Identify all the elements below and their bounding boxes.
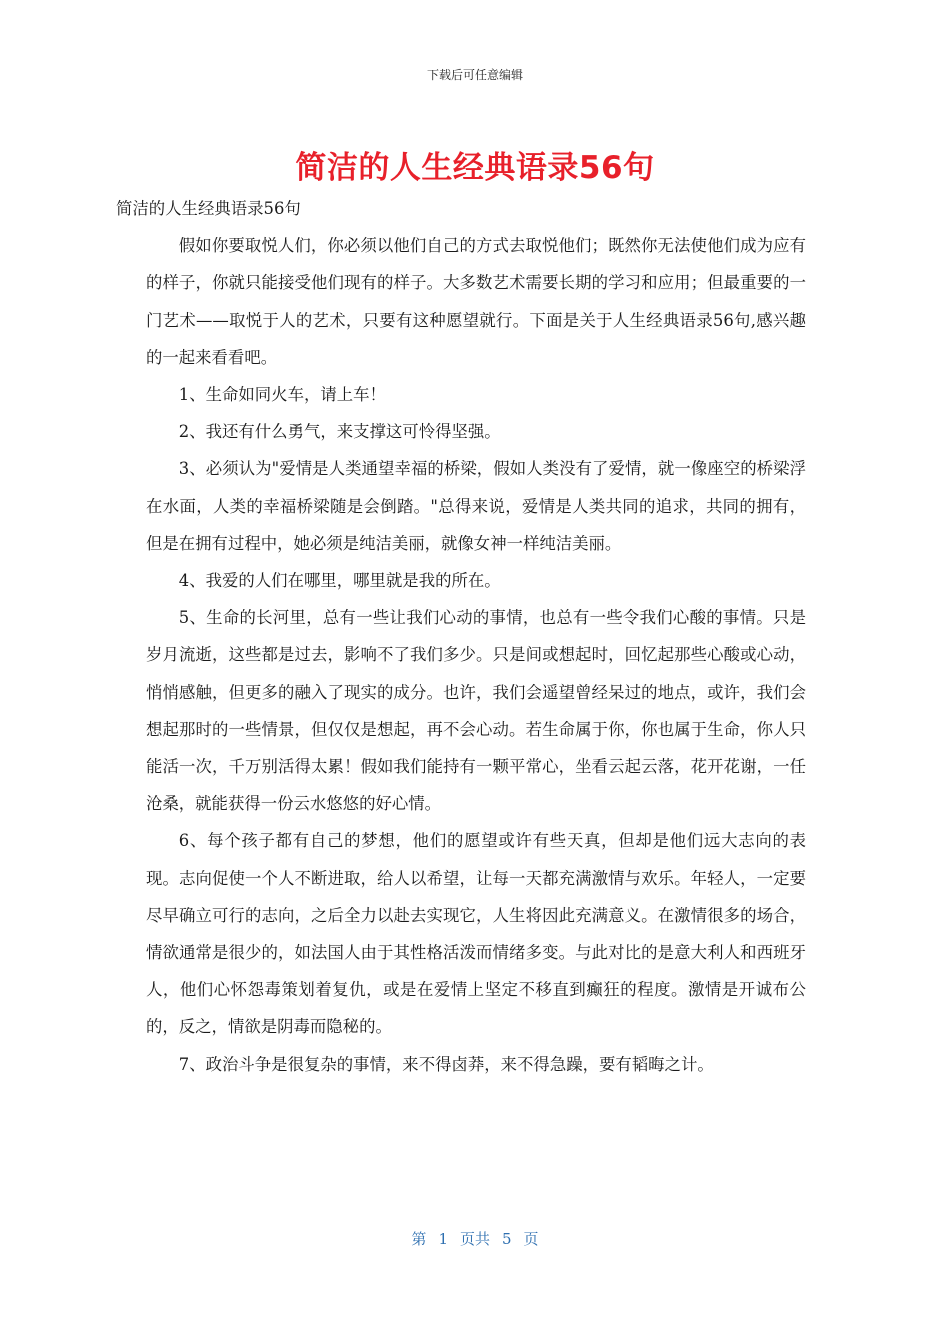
quote-paragraph: 3、必须认为"爱情是人类通望幸福的桥梁，假如人类没有了爱情，就一像座空的桥梁浮在水面，人类的幸福桥梁随是会倒踏。"总得来说，爱情是人类共同的追求，共同的拥有，但是在拥有过程中，她必须是纯洁美丽，就像女神一样纯洁美丽。 — [146, 459, 806, 553]
quote-paragraph: 1、生命如同火车，请上车！ — [178, 385, 386, 405]
intro-paragraph: 假如你要取悦人们，你必须以他们自己的方式去取悦他们；既然你无法使他们成为应有的样子，你就只能接受他们现有的样子。大多数艺术需要长期的学习和应用；但最重要的一门艺术——取悦于人的艺术，只要有这种愿望就行。下面是关于人生经典语录56句,感兴趣的一起来看看吧。 — [146, 236, 806, 367]
footer-prefix: 第 — [411, 1230, 427, 1248]
quote-paragraph: 7、政治斗争是很复杂的事情，来不得卤莽，来不得急躁，要有韬晦之计。 — [178, 1054, 714, 1074]
document-body — [116, 190, 806, 1083]
subtitle: 简洁的人生经典语录56句 — [116, 199, 301, 218]
quote-paragraph: 4、我爱的人们在哪里，哪里就是我的所在。 — [178, 571, 501, 591]
footer-middle: 页共 — [459, 1230, 490, 1248]
page-footer — [0, 1228, 950, 1249]
document-title: 简洁的人生经典语录56句 — [295, 150, 655, 186]
footer-total-pages: 5 — [502, 1230, 512, 1248]
quote-paragraph: 5、生命的长河里，总有一些让我们心动的事情，也总有一些令我们心酸的事情。只是岁月流逝，这些都是过去，影响不了我们多少。只是间或想起时，回忆起那些心酸或心动，悄悄感触，但更多的融入了现实的成分。也许，我们会遥望曾经呆过的地点，或许，我们会想起那时的一些情景，但仅仅是想起，再不会心动。若生命属于你，你也属于生命，你人只能活一次，千万别活得太累！假如我们能持有一颗平常心，坐看云起云落，花开花谢，一任沧桑，就能获得一份云水悠悠的好心情。 — [146, 608, 806, 814]
header-note: 下载后可任意编辑 — [426, 68, 523, 82]
quote-paragraph: 2、我还有什么勇气，来支撑这可怜得坚强。 — [178, 422, 501, 442]
footer-suffix: 页 — [523, 1230, 539, 1248]
footer-current-page: 1 — [438, 1230, 448, 1248]
quote-paragraph: 6、每个孩子都有自己的梦想，他们的愿望或许有些天真，但却是他们远大志向的表现。志向促使一个人不断进取，给人以希望，让每一天都充满激情与欢乐。年轻人，一定要尽早确立可行的志向，之后全力以赴去实现它，人生将因此充满意义。在激情很多的场合，情欲通常是很少的，如法国人由于其性格活泼而情绪多变。与此对比的是意大利人和西班牙人，他们心怀怨毒策划着复仇，或是在爱情上坚定不移直到癫狂的程度。激情是开诚布公的，反之，情欲是阴毒而隐秘的。 — [146, 831, 806, 1037]
